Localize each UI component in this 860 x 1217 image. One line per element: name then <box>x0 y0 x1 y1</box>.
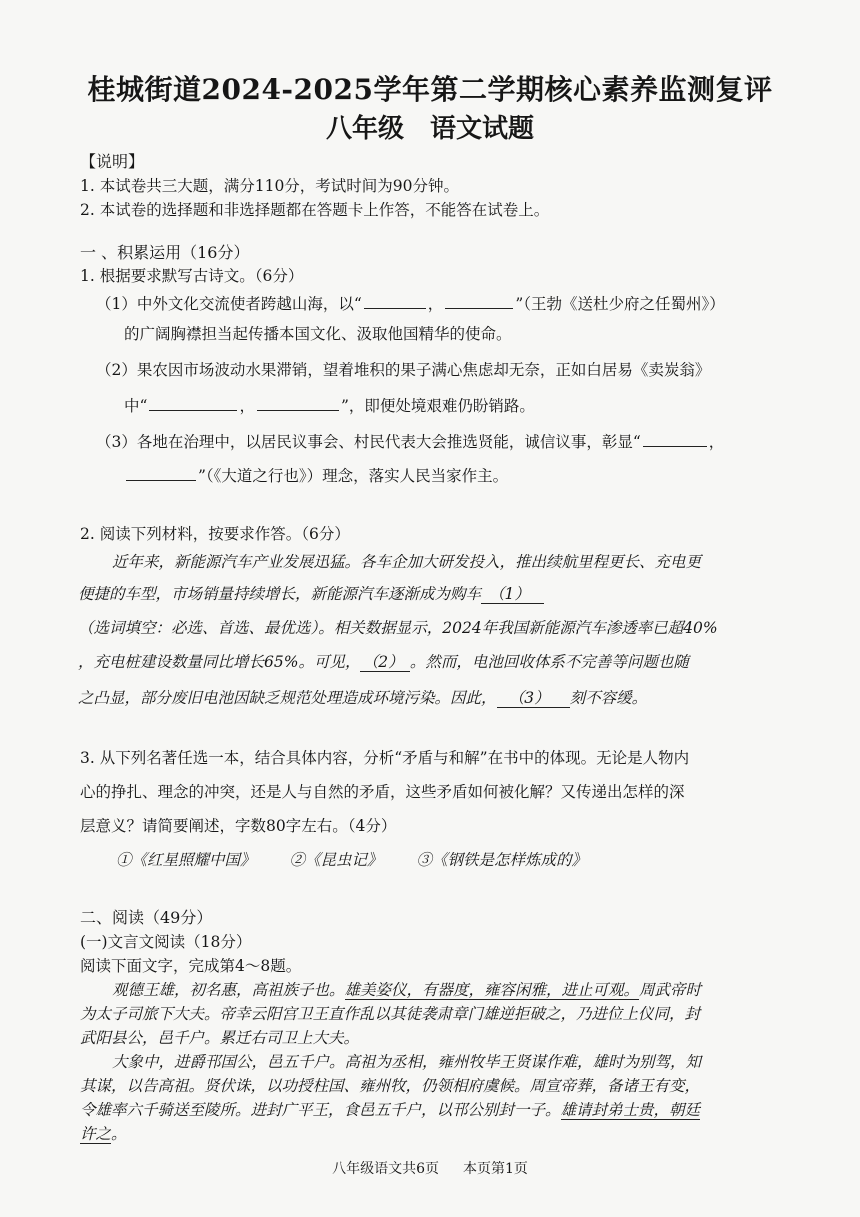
answer-blank <box>126 466 196 481</box>
section1-heading: 一 、积累运用（16分） <box>80 243 250 262</box>
answer-blank <box>364 294 426 309</box>
q1-part2-line1: （2）果农因市场波动水果滞销，望着堆积的果子满心焦虑却无奈，正如白居易《卖炭翁》 <box>96 361 711 379</box>
q3-option-3: ③《钢铁是怎样炼成的》 <box>416 851 588 869</box>
classical-p1-line2: 为太子司旅下大夫。帝幸云阳宫卫王直作乱以其徒袭肃章门雄逆拒破之，乃进位上仪同，封 <box>80 1005 701 1023</box>
q2-material-line3: （选词填空：必选、首选、最优选）。相关数据显示，2024年我国新能源汽车渗透率已超40% <box>78 619 718 637</box>
classical-p1-line1: 观德王雄，初名惠，高祖族子也。雄美姿仪，有器度，雍容闲雅，进止可观。周武帝时 <box>112 981 702 999</box>
page-footer <box>0 1158 860 1178</box>
q1-stem: 1. 根据要求默写古诗文。（6分） <box>80 267 304 285</box>
q2-material-line2: 便捷的车型，市场销量持续增长，新能源汽车逐渐成为购车 （1） <box>78 584 544 604</box>
answer-blank <box>257 396 339 411</box>
q3-options <box>116 850 587 870</box>
q1-part1-line1: （1）中外文化交流使者跨越山海，以“ ， ”（王勃《送杜少府之任蜀州》） <box>96 295 725 313</box>
classical-p2-line2: 其谋，以告高祖。贤伏诛，以功授柱国、雍州牧，仍领相府虞候。周宣帝葬，备诸王有变， <box>80 1077 701 1095</box>
section2-heading: 二、阅读（49分） <box>80 908 213 927</box>
q3-option-2: ②《昆虫记》 <box>289 851 383 869</box>
q2-stem: 2. 阅读下列材料，按要求作答。（6分） <box>80 525 350 543</box>
q3-line3: 层意义？请简要阐述，字数80字左右。（4分） <box>80 817 397 835</box>
instruction-item-2: 2. 本试卷的选择题和非选择题都在答题卡上作答，不能答在试卷上。 <box>80 201 550 219</box>
section2-sub: (一)文言文阅读（18分） <box>80 933 252 951</box>
classical-p2-line1: 大象中，进爵邗国公，邑五千户。高祖为丞相，雍州牧毕王贤谋作难，雄时为别驾，知 <box>112 1053 702 1071</box>
exam-title: 桂城街道2024-2025学年第二学期核心素养监测复评 <box>87 73 773 106</box>
q1-part1-line2: 的广阔胸襟担当起传播本国文化、汲取他国精华的使命。 <box>124 325 512 343</box>
exam-subtitle: 八年级 语文试题 <box>325 114 534 144</box>
q1-part3-line2: ”（《大道之行也》）理念，落实人民当家作主。 <box>124 466 508 486</box>
underlined-sentence: 许之 <box>80 1125 112 1143</box>
q2-material-line1: 近年来，新能源汽车产业发展迅猛。各车企加大研发投入，推出续航里程更长、充电更 <box>112 553 702 571</box>
q2-material-line4: ，充电桩建设数量同比增长65%。可见， （2） 。然而，电池回收体系不完善等问题也随 <box>78 653 689 671</box>
q1-part2-line2: 中“ ， ”，即便处境艰难仍盼销路。 <box>124 397 535 415</box>
underlined-sentence: 雄请封弟士贵，朝廷 <box>560 1101 701 1119</box>
classical-p1-line3: 武阳县公，邑千户。累迁右司卫上大夫。 <box>80 1029 360 1047</box>
answer-blank <box>445 294 513 309</box>
blank-2: （2） <box>360 653 409 672</box>
q2-material-line5: 之凸显，部分废旧电池因缺乏规范处理造成环境污染。因此， （3） 刻不容缓。 <box>78 689 648 707</box>
blank-3: （3） <box>497 689 570 708</box>
q1-part3-line1: （3）各地在治理中，以居民议事会、村民代表大会推选贤能，诚信议事，彰显“ ， <box>96 433 725 451</box>
q3-line2: 心的挣扎、理念的冲突，还是人与自然的矛盾，这些矛盾如何被化解？又传递出怎样的深 <box>80 783 685 801</box>
instructions-heading: 【说明】 <box>80 152 145 171</box>
q3-option-1: ①《红星照耀中国》 <box>116 851 256 869</box>
footer-page-number: 本页第1页 <box>463 1161 528 1177</box>
underlined-sentence: 雄美姿仪，有器度，雍容闲雅，进止可观。 <box>344 981 640 999</box>
instruction-item-1: 1. 本试卷共三大题，满分110分，考试时间为90分钟。 <box>80 177 460 195</box>
footer-total-pages: 八年级语文共6页 <box>332 1161 439 1177</box>
classical-p2-line3: 令雄率六千骑送至陵所。进封广平王，食邑五千户，以邗公别封一子。雄请封弟士贵，朝廷 <box>80 1101 701 1119</box>
answer-blank <box>149 396 237 411</box>
section2-stem: 阅读下面文字，完成第4～8题。 <box>80 957 302 975</box>
q3-line1: 3. 从下列名著任选一本，结合具体内容，分析“矛盾与和解”在书中的体现。无论是人物内 <box>80 749 690 767</box>
answer-blank <box>643 432 707 447</box>
blank-1: （1） <box>481 585 544 604</box>
classical-p2-line4: 许之。 <box>80 1125 127 1143</box>
